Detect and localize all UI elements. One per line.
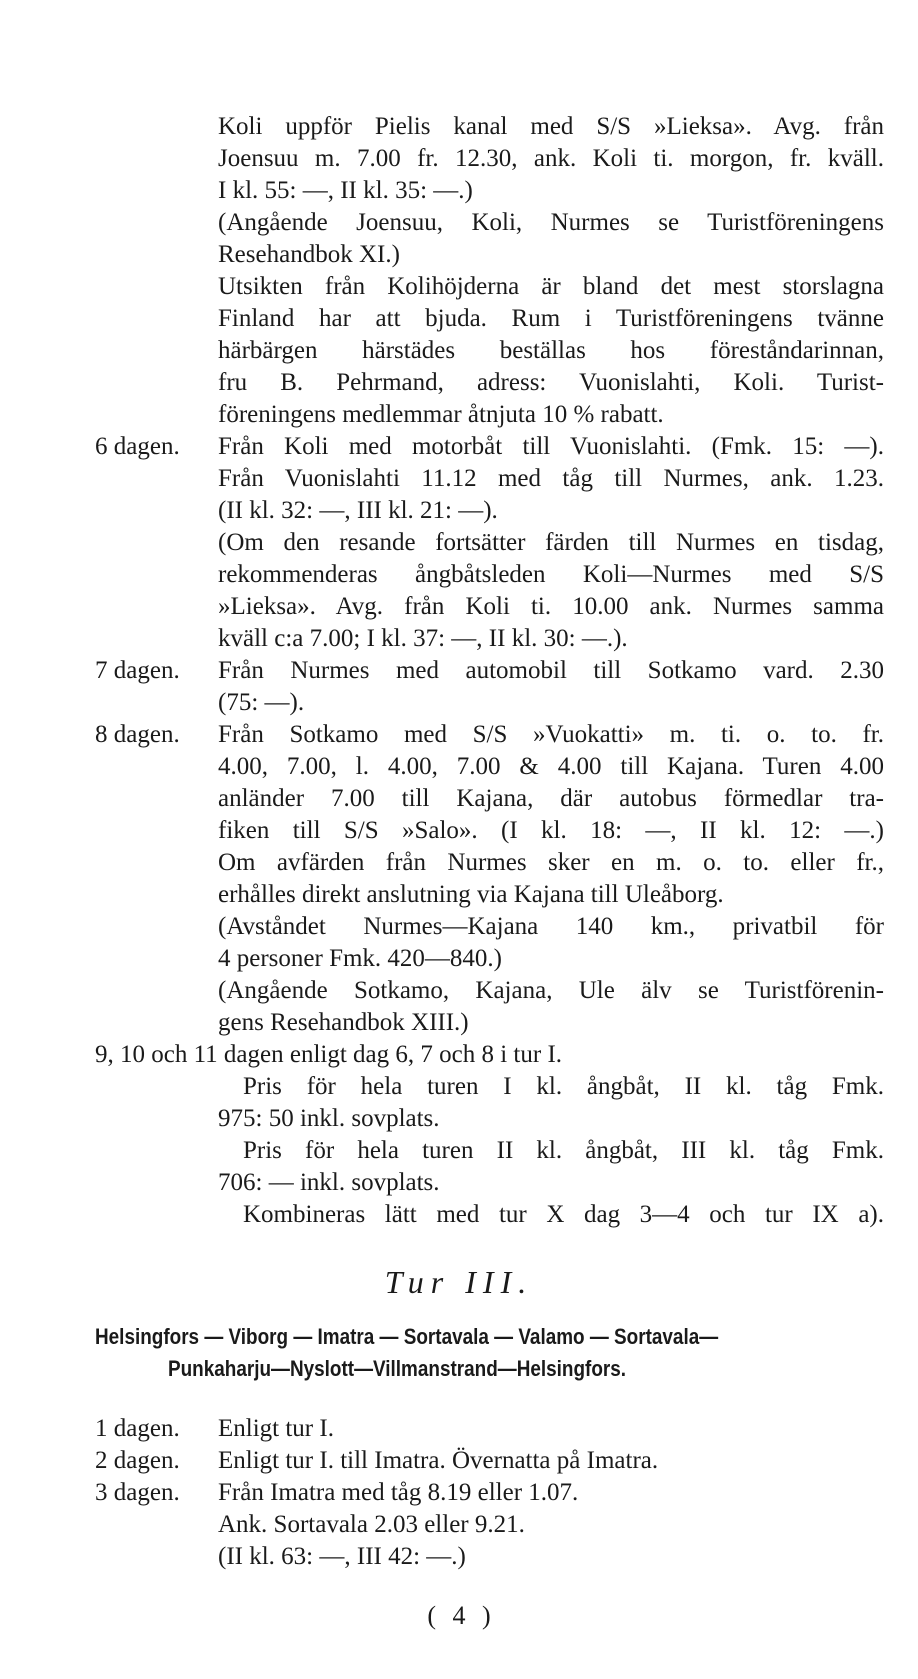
day6-line-5: rekommenderas ångbåtsleden Koli—Nurmes med S/S: [218, 561, 884, 588]
price-line-1: Pris för hela turen I kl. ångbåt, II kl. tåg Fmk.: [243, 1073, 884, 1100]
intro-line-3: I kl. 55: —, II kl. 35: —.): [218, 177, 473, 204]
intro-line-7: Finland har att bjuda. Rum i Turistföreningens tvänne: [218, 305, 884, 332]
day8-label: 8 dagen.: [95, 721, 180, 748]
day8-line-9: (Angående Sotkamo, Kajana, Ule älv se Turistförenin-: [218, 977, 884, 1004]
intro-line-1: Koli uppför Pielis kanal med S/S »Lieksa». Avg. från: [218, 113, 884, 140]
route-line-2: Punkaharju—Nyslott—Villmanstrand—Helsingfors.: [168, 1356, 627, 1381]
intro-line-4: (Angående Joensuu, Koli, Nurmes se Turistföreningens: [218, 209, 884, 236]
day7-line-1: Från Nurmes med automobil till Sotkamo vard. 2.30: [218, 657, 884, 684]
intro-line-8: härbärgen härstädes beställas hos föreståndarinnan,: [218, 337, 884, 364]
intro-line-5: Resehandbok XI.): [218, 241, 400, 268]
day8-line-6: erhålles direkt anslutning via Kajana till Uleåborg.: [218, 881, 724, 908]
day8-line-3: anländer 7.00 till Kajana, där autobus förmedlar tra-: [218, 785, 884, 812]
day6-line-6: »Lieksa». Avg. från Koli ti. 10.00 ank. Nurmes samma: [218, 593, 884, 620]
tour3-day1-text: Enligt tur I.: [218, 1415, 334, 1442]
days-9-11-line: 9, 10 och 11 dagen enligt dag 6, 7 och 8 i tur I.: [95, 1041, 563, 1068]
day7-label: 7 dagen.: [95, 657, 180, 684]
day6-line-4: (Om den resande fortsätter färden till Nurmes en tisdag,: [218, 529, 884, 556]
day8-line-2: 4.00, 7.00, l. 4.00, 7.00 & 4.00 till Kajana. Turen 4.00: [218, 753, 884, 780]
day8-line-10: gens Resehandbok XIII.): [218, 1009, 469, 1036]
day8-line-5: Om avfärden från Nurmes sker en m. o. to. eller fr.,: [218, 849, 884, 876]
day7-line-2: (75: —).: [218, 689, 305, 716]
tour3-day3-label: 3 dagen.: [95, 1479, 180, 1506]
day6-line-2: Från Vuonislahti 11.12 med tåg till Nurmes, ank. 1.23.: [218, 465, 884, 492]
day6-line-1: Från Koli med motorbåt till Vuonislahti. (Fmk. 15: —).: [218, 433, 884, 460]
day6-label: 6 dagen.: [95, 433, 180, 460]
day6-line-7: kväll c:a 7.00; I kl. 37: —, II kl. 30: —.).: [218, 625, 628, 652]
day8-line-8: 4 personer Fmk. 420—840.): [218, 945, 502, 972]
price-line-3: Pris för hela turen II kl. ångbåt, III kl. tåg Fmk.: [243, 1137, 884, 1164]
intro-line-9: fru B. Pehrmand, adress: Vuonislahti, Koli. Turist-: [218, 369, 884, 396]
tour3-day2-label: 2 dagen.: [95, 1447, 180, 1474]
day8-line-7: (Avståndet Nurmes—Kajana 140 km., privatbil för: [218, 913, 884, 940]
price-line-2: 975: 50 inkl. sovplats.: [218, 1105, 440, 1132]
price-line-5: Kombineras lätt med tur X dag 3—4 och tur IX a).: [243, 1201, 884, 1228]
tour3-day3-text: Från Imatra med tåg 8.19 eller 1.07.: [218, 1479, 579, 1506]
intro-line-6: Utsikten från Kolihöjderna är bland det mest storslagna: [218, 273, 884, 300]
tour3-title: Tur III.: [384, 1264, 534, 1300]
route-line-1: Helsingfors — Viborg — Imatra — Sortavala — Valamo — Sortavala—: [95, 1324, 719, 1349]
page-number: ( 4 ): [427, 1601, 491, 1630]
tour3-day3-extra-2: (II kl. 63: —, III 42: —.): [218, 1543, 466, 1570]
intro-line-2: Joensuu m. 7.00 fr. 12.30, ank. Koli ti. morgon, fr. kväll.: [218, 145, 884, 172]
tour3-day1-label: 1 dagen.: [95, 1415, 180, 1442]
day6-line-3: (II kl. 32: —, III kl. 21: —).: [218, 497, 498, 524]
tour3-day3-extra-1: Ank. Sortavala 2.03 eller 9.21.: [218, 1511, 525, 1538]
tour3-day2-text: Enligt tur I. till Imatra. Övernatta på Imatra.: [218, 1447, 659, 1474]
intro-line-10: föreningens medlemmar åtnjuta 10 % rabatt.: [218, 401, 664, 428]
price-line-4: 706: — inkl. sovplats.: [218, 1169, 440, 1196]
day8-line-1: Från Sotkamo med S/S »Vuokatti» m. ti. o. to. fr.: [218, 721, 884, 748]
day8-line-4: fiken till S/S »Salo». (I kl. 18: —, II kl. 12: —.): [218, 817, 884, 844]
